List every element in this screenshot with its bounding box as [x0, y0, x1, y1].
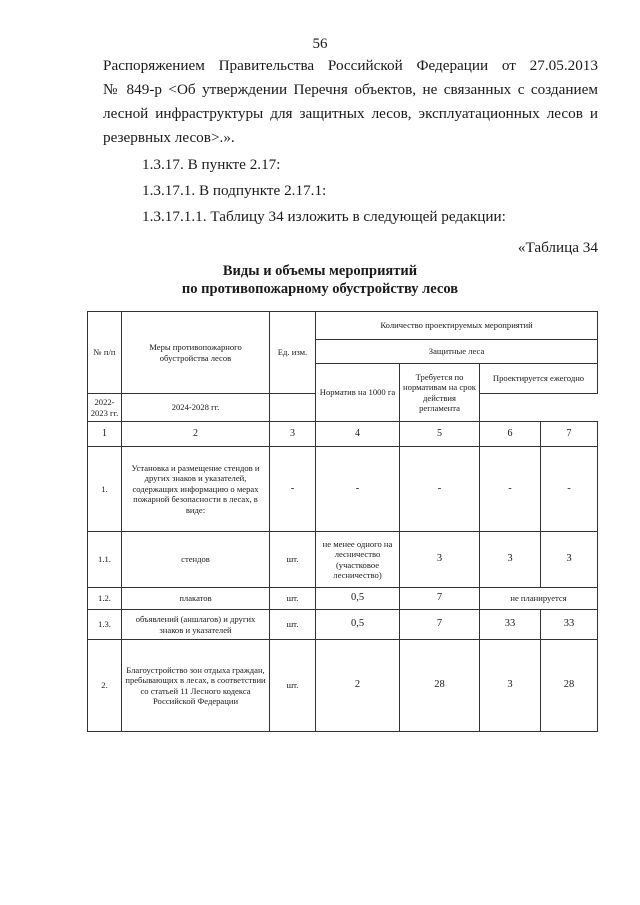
- table-row: [88, 532, 598, 588]
- row-period-2: 3: [541, 532, 598, 588]
- row-period-2: -: [541, 447, 598, 532]
- row-planned-merged: не планируется: [480, 588, 598, 610]
- item-1-3-17-1-1: 1.3.17.1.1. Таблицу 34 изложить в следующей редакции:: [142, 208, 506, 225]
- table-row: [88, 640, 598, 732]
- row-required: -: [400, 447, 480, 532]
- column-number: 6: [480, 422, 541, 447]
- item-1-3-17: 1.3.17. В пункте 2.17:: [142, 156, 281, 173]
- row-norm: не менее одного на лесничество (участковое лесничество): [316, 532, 400, 588]
- row-period-1: 3: [480, 532, 541, 588]
- row-period-2: 33: [541, 610, 598, 640]
- column-number: 2: [122, 422, 270, 447]
- row-norm: -: [316, 447, 400, 532]
- row-period-1: 3: [480, 640, 541, 732]
- intro-line: резервных лесов>.».: [103, 129, 235, 146]
- row-unit: шт.: [270, 588, 316, 610]
- row-unit: шт.: [270, 532, 316, 588]
- row-period-2: 28: [541, 640, 598, 732]
- row-number: 1.3.: [88, 610, 122, 640]
- row-number: 1.2.: [88, 588, 122, 610]
- row-period-1: 33: [480, 610, 541, 640]
- table-row: [88, 588, 598, 610]
- row-number: 2.: [88, 640, 122, 732]
- column-number: 3: [270, 422, 316, 447]
- row-required: 7: [400, 588, 480, 610]
- row-measure: Благоустройство зон отдыха граждан, пребывающих в лесах, в соответствии со статьей 11 Лесного кодекса Российской Федерации: [122, 640, 270, 732]
- measures-table: [87, 311, 598, 732]
- intro-line: Распоряжением Правительства Российской Федерации от 27.05.2013: [103, 57, 598, 74]
- table-label: «Таблица 34: [517, 239, 598, 256]
- row-number: 1.1.: [88, 532, 122, 588]
- row-required: 7: [400, 610, 480, 640]
- row-number: 1.: [88, 447, 122, 532]
- row-norm: 0,5: [316, 610, 400, 640]
- column-number: 7: [541, 422, 598, 447]
- row-norm: 2: [316, 640, 400, 732]
- table-title-line-2: по противопожарному обустройству лесов: [181, 281, 459, 297]
- header-unit: Ед. изм.: [270, 312, 316, 394]
- header-period-2: 2024-2028 гг.: [122, 394, 270, 422]
- header-measures: Меры противопожарного обустройства лесов: [122, 312, 270, 394]
- header-number: № п/п: [88, 312, 122, 394]
- row-unit: шт.: [270, 640, 316, 732]
- header-protective-forests: Защитные леса: [316, 340, 598, 364]
- row-norm: 0,5: [316, 588, 400, 610]
- column-number: 1: [88, 422, 122, 447]
- row-unit: шт.: [270, 610, 316, 640]
- header-planned: Проектируется ежегодно: [480, 364, 598, 394]
- intro-line: лесной инфраструктуры для защитных лесов, эксплуатационных лесов и: [103, 105, 598, 122]
- row-unit: -: [270, 447, 316, 532]
- header-period-1: 2022-2023 гг.: [88, 394, 122, 422]
- column-number: 5: [400, 422, 480, 447]
- table-title-line-1: Виды и объемы мероприятий: [222, 263, 418, 279]
- row-required: 28: [400, 640, 480, 732]
- page-number: 56: [312, 36, 328, 52]
- row-period-1: -: [480, 447, 541, 532]
- header-count: Количество проектируемых мероприятий: [316, 312, 598, 340]
- row-measure: объявлений (аншлагов) и других знаков и указателей: [122, 610, 270, 640]
- row-measure: плакатов: [122, 588, 270, 610]
- row-measure: Установка и размещение стендов и других знаков и указателей, содержащих информацию о мерах пожарной безопасности в лесах, в виде:: [122, 447, 270, 532]
- table-row: [88, 447, 598, 532]
- item-1-3-17-1: 1.3.17.1. В подпункте 2.17.1:: [142, 182, 327, 199]
- column-number: 4: [316, 422, 400, 447]
- intro-line: № 849-р <Об утверждении Перечня объектов, не связанных с созданием: [103, 81, 598, 98]
- header-norm: Норматив на 1000 га: [316, 364, 400, 422]
- header-required: Требуется по нормативам на срок действия регламента: [400, 364, 480, 422]
- row-required: 3: [400, 532, 480, 588]
- table-row: [88, 610, 598, 640]
- intro-paragraph: [103, 54, 598, 150]
- row-measure: стендов: [122, 532, 270, 588]
